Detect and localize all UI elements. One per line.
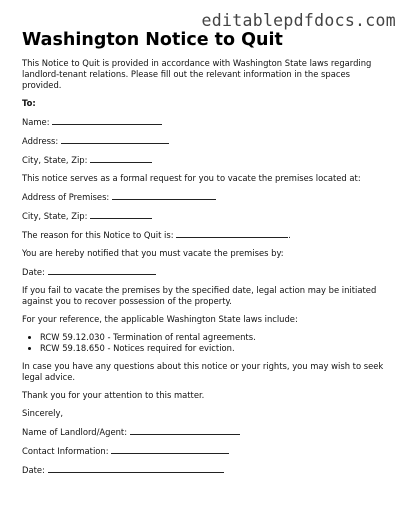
- premises-address-row: [22, 191, 388, 203]
- vacate-date-label: Date:: [22, 267, 45, 277]
- intro-paragraph: This Notice to Quit is provided in accordance with Washington State laws regarding landlord-tenant relations. Please fill out the relevant information in the spaces provided.: [22, 58, 372, 90]
- notice-content: [22, 30, 388, 483]
- reason-field[interactable]: [176, 229, 288, 238]
- tenant-city-field[interactable]: [90, 154, 152, 163]
- tenant-address-row: [22, 135, 388, 147]
- premises-city-label: City, State, Zip:: [22, 211, 88, 221]
- contact-label: Contact Information:: [22, 446, 109, 456]
- watermark: editablepdfdocs.com: [201, 11, 396, 30]
- contact-row: [22, 445, 388, 457]
- landlord-name-row: [22, 426, 388, 438]
- tenant-name-field[interactable]: [52, 116, 162, 125]
- questions-paragraph: In case you have any questions about this notice or your rights, you may wish to seek legal advice.: [22, 361, 384, 382]
- reason-label: The reason for this Notice to Quit is:: [22, 230, 174, 240]
- premises-address-label: Address of Premises:: [22, 192, 110, 202]
- vacate-date-field[interactable]: [48, 266, 156, 275]
- to-heading: To:: [22, 98, 36, 108]
- tenant-name-row: [22, 116, 388, 128]
- tenant-address-field[interactable]: [61, 135, 169, 144]
- legal-action-paragraph: If you fail to vacate the premises by the specified date, legal action may be initiated against you to recover possession of the property.: [22, 285, 377, 306]
- contact-field[interactable]: [111, 445, 229, 454]
- thanks-text: Thank you for your attention to this matter.: [22, 390, 205, 400]
- tenant-city-label: City, State, Zip:: [22, 155, 88, 165]
- landlord-name-label: Name of Landlord/Agent:: [22, 427, 128, 437]
- formal-request-text: This notice serves as a formal request for you to vacate the premises located at:: [22, 173, 361, 183]
- law-item: • RCW 59.18.650 - Notices required for eviction.: [40, 343, 388, 354]
- document-title: Washington Notice to Quit: [22, 30, 283, 50]
- tenant-address-label: Address:: [22, 136, 59, 146]
- vacate-date-row: [22, 266, 388, 278]
- reason-row: [22, 229, 388, 241]
- premises-city-field[interactable]: [90, 210, 152, 219]
- reason-period: .: [288, 230, 291, 240]
- premises-address-field[interactable]: [112, 191, 216, 200]
- tenant-city-row: [22, 154, 388, 166]
- signature-date-label: Date:: [22, 465, 45, 475]
- premises-city-row: [22, 210, 388, 222]
- signature-date-field[interactable]: [48, 464, 224, 473]
- law-item: • RCW 59.12.030 - Termination of rental agreements.: [40, 332, 388, 343]
- signature-date-row: [22, 464, 388, 476]
- tenant-name-label: Name:: [22, 117, 50, 127]
- landlord-name-field[interactable]: [130, 426, 240, 435]
- laws-intro: For your reference, the applicable Washington State laws include:: [22, 314, 298, 324]
- sincerely-text: Sincerely,: [22, 408, 64, 418]
- laws-list: [22, 332, 388, 353]
- notified-text: You are hereby notified that you must vacate the premises by:: [22, 248, 284, 258]
